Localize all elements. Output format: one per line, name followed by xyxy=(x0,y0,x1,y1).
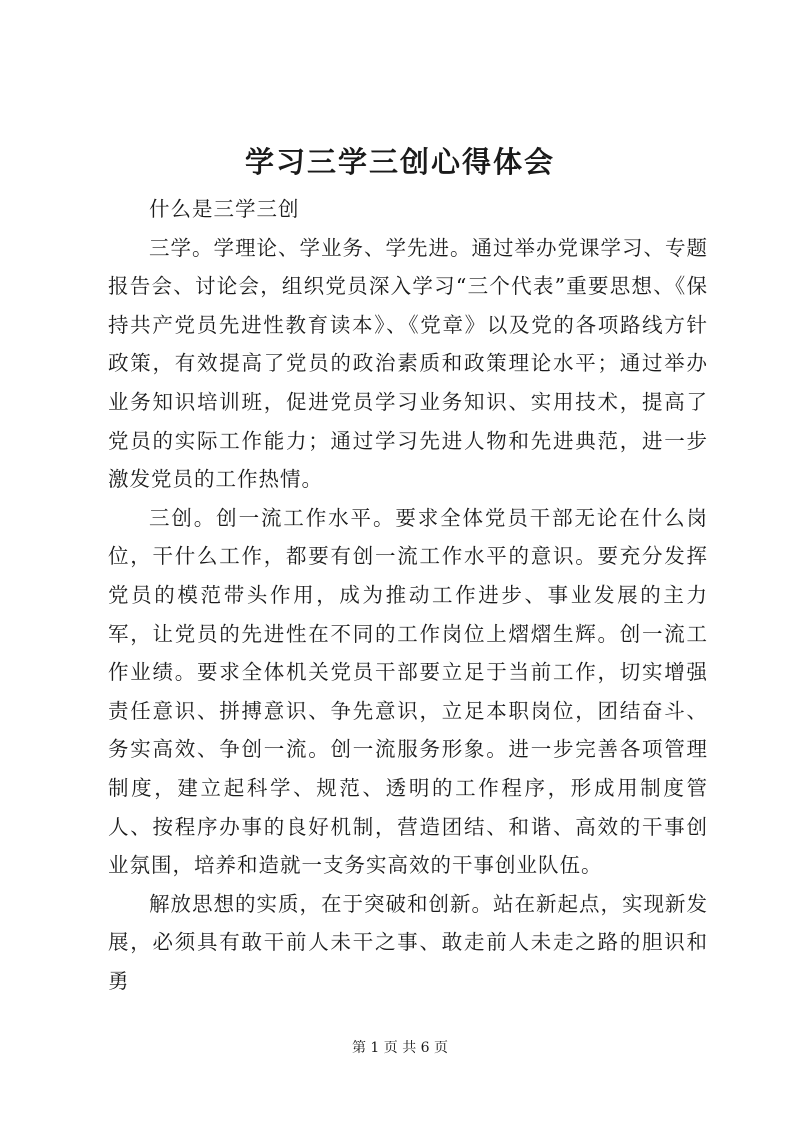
document-body xyxy=(108,190,708,1000)
paragraph-emancipation: 解放思想的实质，在于突破和创新。站在新起点，实现新发展，必须具有敢干前人未干之事、敢走前人未走之路的胆识和勇 xyxy=(108,891,708,993)
document-title: 学习三学三创心得体会 xyxy=(244,145,555,179)
paragraph-three-create: 三创。创一流工作水平。要求全体党员干部无论在什么岗位，干什么工作，都要有创一流工作水平的意识。要充分发挥党员的模范带头作用，成为推动工作进步、事业发展的主力军，让党员的先进性在不同的工作岗位上熠熠生辉。创一流工作业绩。要求全体机关党员干部要立足于当前工作，切实增强责任意识、拼搏意识、争先意识，立足本职岗位，团结奋斗、务实高效、争创一流。创一流服务形象。进一步完善各项管理制度，建立起科学、规范、透明的工作程序，形成用制度管人、按程序办事的良好机制，营造团结、和谐、高效的干事创业氛围，培养和造就一支务实高效的干事创业队伍。 xyxy=(108,505,708,878)
paragraph-heading: 什么是三学三创 xyxy=(149,197,300,221)
paragraph-three-learn: 三学。学理论、学业务、学先进。通过举办党课学习、专题报告会、讨论会，组织党员深入学习“三个代表”重要思想、《保持共产党员先进性教育读本》、《党章》以及党的各项路线方针政策，有效提高了党员的政治素质和政策理论水平；通过举办业务知识培训班，促进党员学习业务知识、实用技术，提高了党员的实际工作能力；通过学习先进人物和先进典范，进一步激发党员的工作热情。 xyxy=(108,235,708,492)
page-number: 第 1 页 共 6 页 xyxy=(351,1040,449,1056)
